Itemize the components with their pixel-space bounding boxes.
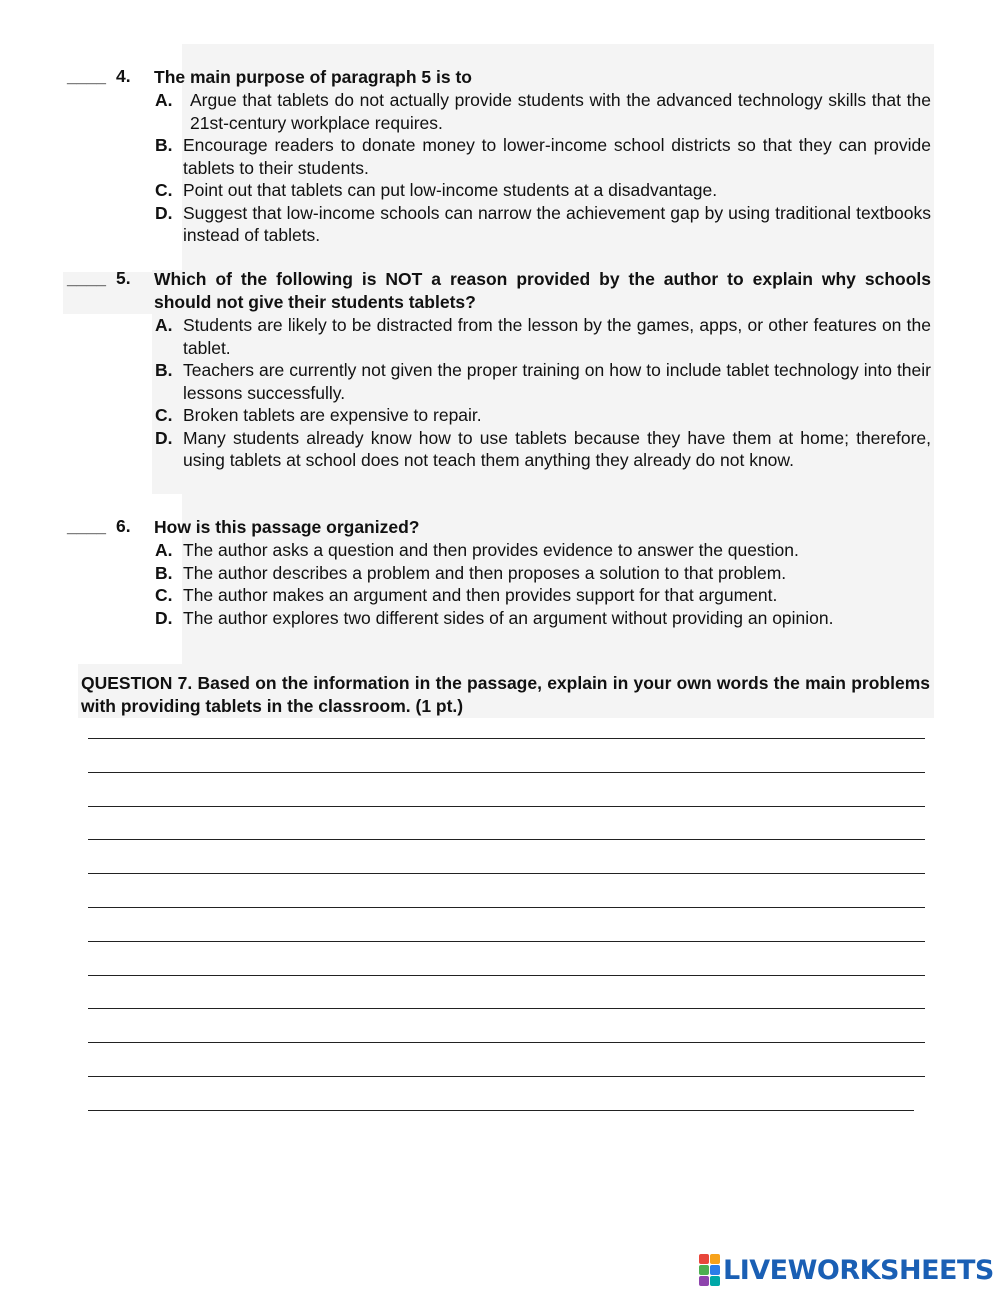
answer-line[interactable]: [88, 941, 925, 942]
logo-block: [710, 1276, 720, 1286]
option-letter: D.: [155, 427, 173, 448]
option-text: Many students already know how to use tablets because they have them at home; therefore, using tablets at school does not teach them anything they already do not know.: [183, 427, 931, 470]
answer-blank[interactable]: ____: [67, 66, 106, 86]
answer-line[interactable]: [88, 873, 925, 874]
answer-blank[interactable]: ____: [67, 268, 106, 288]
option-text: The author explores two different sides of an argument without providing an opinion.: [183, 607, 834, 628]
question-stem: Which of the following is NOT a reason provided by the author to explain why schools should not give their students tablets?: [154, 269, 931, 312]
logo-block: [699, 1276, 709, 1286]
question-number: 4.: [116, 66, 131, 86]
option-text: Teachers are currently not given the proper training on how to include tablet technology into their lessons successfully.: [183, 360, 931, 403]
option-letter: C.: [155, 585, 173, 605]
answer-line[interactable]: [88, 839, 925, 840]
option-d: [0, 607, 1000, 630]
answer-line[interactable]: [88, 1110, 914, 1111]
option-c: [0, 584, 1000, 607]
question-6: [0, 516, 1000, 629]
option-text: The author makes an argument and then provides support for that argument.: [183, 585, 778, 605]
option-a: [0, 89, 1000, 134]
answer-line[interactable]: [88, 806, 925, 807]
logo-block: [699, 1254, 709, 1264]
option-letter: D.: [155, 607, 173, 628]
option-d: [0, 427, 1000, 472]
option-text: Point out that tablets can put low-income students at a disadvantage.: [183, 180, 718, 200]
option-a: [0, 539, 1000, 562]
option-b: [0, 562, 1000, 585]
option-text: The author describes a problem and then proposes a solution to that problem.: [183, 562, 787, 583]
option-text: Argue that tablets do not actually provide students with the advanced technology skills that the 21st-century workplace requires.: [190, 90, 931, 133]
option-letter: B.: [155, 135, 173, 155]
option-letter: A.: [155, 315, 173, 335]
option-c: [0, 404, 1000, 427]
option-letter: A.: [155, 540, 173, 560]
option-letter: C.: [155, 405, 173, 425]
answer-line[interactable]: [88, 1076, 925, 1077]
logo-blocks-icon: [699, 1254, 720, 1286]
option-text: Broken tablets are expensive to repair.: [183, 405, 482, 425]
option-letter: B.: [155, 360, 173, 380]
answer-line[interactable]: [88, 1008, 925, 1009]
question-number: 6.: [116, 516, 131, 536]
answer-line[interactable]: [88, 738, 925, 739]
logo-block: [699, 1265, 709, 1275]
option-text: Students are likely to be distracted from the lesson by the games, apps, or other features on the tablet.: [183, 315, 931, 358]
option-text: Suggest that low-income schools can narrow the achievement gap by using traditional textbooks instead of tablets.: [183, 202, 931, 245]
question-stem: The main purpose of paragraph 5 is to: [154, 67, 472, 87]
option-letter: C.: [155, 180, 173, 200]
question-stem: How is this passage organized?: [154, 517, 420, 537]
option-text: Encourage readers to donate money to lower-income school districts so that they can provide tablets to their students.: [183, 135, 931, 178]
answer-line[interactable]: [88, 772, 925, 773]
logo-block: [710, 1265, 720, 1275]
logo-text: LIVEWORKSHEETS: [723, 1254, 994, 1286]
option-letter: B.: [155, 562, 173, 583]
option-b: [0, 134, 1000, 179]
option-c: [0, 179, 1000, 202]
liveworksheets-logo: [699, 1254, 994, 1286]
option-a: [0, 314, 1000, 359]
answer-line[interactable]: [88, 975, 925, 976]
question-number: 5.: [116, 268, 131, 288]
answer-line[interactable]: [88, 1042, 925, 1043]
logo-block: [710, 1254, 720, 1264]
question-4: [0, 66, 1000, 247]
question-5: [0, 268, 1000, 472]
question-7-prompt: QUESTION 7. Based on the information in the passage, explain in your own words the main problems with providing tablets in the classroom. (1 pt.): [81, 673, 930, 716]
option-d: [0, 202, 1000, 247]
option-letter: A.: [155, 90, 173, 110]
option-b: [0, 359, 1000, 404]
option-text: The author asks a question and then provides evidence to answer the question.: [183, 540, 799, 560]
option-letter: D.: [155, 202, 173, 223]
answer-blank[interactable]: ____: [67, 516, 106, 536]
answer-line[interactable]: [88, 907, 925, 908]
